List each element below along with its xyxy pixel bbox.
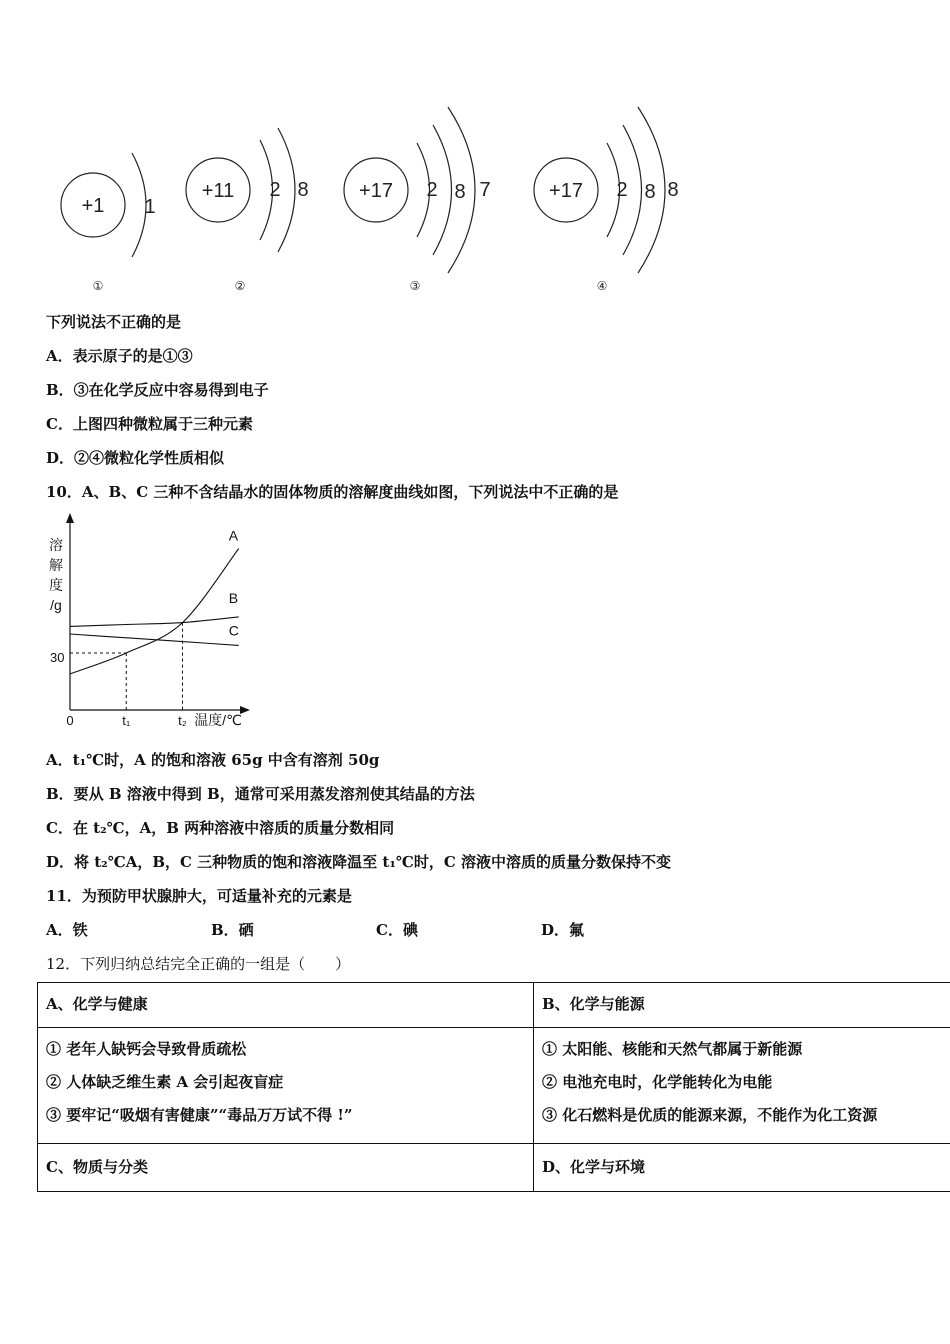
atom-3-nucleus-charge: +17 <box>359 180 393 202</box>
svg-text:2: 2 <box>269 179 281 201</box>
q11-option-b: B．硒 <box>211 921 254 939</box>
atom-1-label: ① <box>92 279 104 293</box>
atom-2-label: ② <box>234 279 246 293</box>
solubility-chart <box>40 510 255 735</box>
list-item: ③ 要牢记“吸烟有害健康”“毒品万万试不得 !” <box>46 1106 353 1124</box>
q10-option-b: B．要从 B 溶液中得到 B，通常可采用蒸发溶剂使其结晶的方法 <box>46 785 475 803</box>
svg-text:2: 2 <box>426 179 438 201</box>
list-item: ② 电池充电时，化学能转化为电能 <box>542 1073 773 1091</box>
atom-4-nucleus-charge: +17 <box>549 180 583 202</box>
x-axis-label: 温度/℃ <box>194 712 242 728</box>
q12-stem: 12．下列归纳总结完全正确的一组是（ ） <box>46 955 351 973</box>
q10-stem: 10．A、B、C 三种不含结晶水的固体物质的溶解度曲线如图，下列说法中不正确的是 <box>46 483 619 501</box>
atom-2-nucleus-charge: +11 <box>201 180 235 202</box>
ylabel-char: 度 <box>49 577 63 593</box>
svg-text:8: 8 <box>297 179 309 201</box>
atom-structure-diagrams <box>40 95 720 305</box>
x-tick-t2: t₂ <box>178 713 187 728</box>
cell-d-title: D、化学与环境 <box>534 1144 950 1192</box>
q9-option-c: C．上图四种微粒属于三种元素 <box>46 415 253 433</box>
list-item: ③ 化石燃料是优质的能源来源，不能作为化工资源 <box>542 1106 878 1124</box>
atom-1-nucleus-charge: +1 <box>81 195 105 217</box>
q9-stem: 下列说法不正确的是 <box>46 313 182 331</box>
q11-option-d: D．氟 <box>541 921 585 939</box>
atom-4-label: ④ <box>596 279 608 293</box>
series-C-curve <box>70 634 239 645</box>
svg-text:8: 8 <box>667 179 679 201</box>
svg-text:2: 2 <box>616 179 628 201</box>
series-C-label: C <box>228 622 239 639</box>
q10-option-c: C．在 t₂℃，A，B 两种溶液中溶质的质量分数相同 <box>46 819 395 837</box>
q12-table <box>37 982 950 1192</box>
svg-text:8: 8 <box>454 181 466 203</box>
cell-a-title: A、化学与健康 <box>38 983 534 1028</box>
q11-stem: 11．为预防甲状腺肿大，可适量补充的元素是 <box>46 887 352 905</box>
x-tick-t1: t₁ <box>122 713 131 728</box>
q11-option-c: C．碘 <box>376 921 418 939</box>
ylabel-char: 解 <box>49 557 63 573</box>
cell-a-items <box>38 1028 534 1144</box>
list-item: ② 人体缺乏维生素 A 会引起夜盲症 <box>46 1073 284 1091</box>
svg-text:1: 1 <box>144 196 156 218</box>
cell-b-items <box>534 1028 950 1144</box>
series-B-label: B <box>228 589 239 606</box>
q11-option-a: A．铁 <box>46 921 88 939</box>
y-tick-30: 30 <box>50 650 65 665</box>
q9-option-a: A．表示原子的是①③ <box>46 347 193 365</box>
svg-text:7: 7 <box>479 179 491 201</box>
origin-label: 0 <box>66 713 74 728</box>
q9-option-b: B．③在化学反应中容易得到电子 <box>46 381 269 399</box>
q10-option-a: A．t₁℃时，A 的饱和溶液 65g 中含有溶剂 50g <box>46 751 380 769</box>
series-A-curve <box>70 549 239 674</box>
svg-text:8: 8 <box>644 181 656 203</box>
q9-option-d: D．②④微粒化学性质相似 <box>46 449 225 467</box>
ylabel-char: 溶 <box>49 537 63 553</box>
ylabel-char: /g <box>50 597 62 613</box>
y-axis-arrow <box>66 513 74 523</box>
cell-b-title: B、化学与能源 <box>534 983 950 1028</box>
list-item: ① 太阳能、核能和天然气都属于新能源 <box>542 1040 803 1058</box>
list-item: ① 老年人缺钙会导致骨质疏松 <box>46 1040 247 1058</box>
series-B-curve <box>70 617 239 627</box>
cell-c-title: C、物质与分类 <box>38 1144 534 1192</box>
atom-3-label: ③ <box>409 279 421 293</box>
q10-option-d: D．将 t₂℃A，B，C 三种物质的饱和溶液降温至 t₁℃时，C 溶液中溶质的质量分数保持不变 <box>46 853 672 871</box>
series-A-label: A <box>228 527 239 544</box>
